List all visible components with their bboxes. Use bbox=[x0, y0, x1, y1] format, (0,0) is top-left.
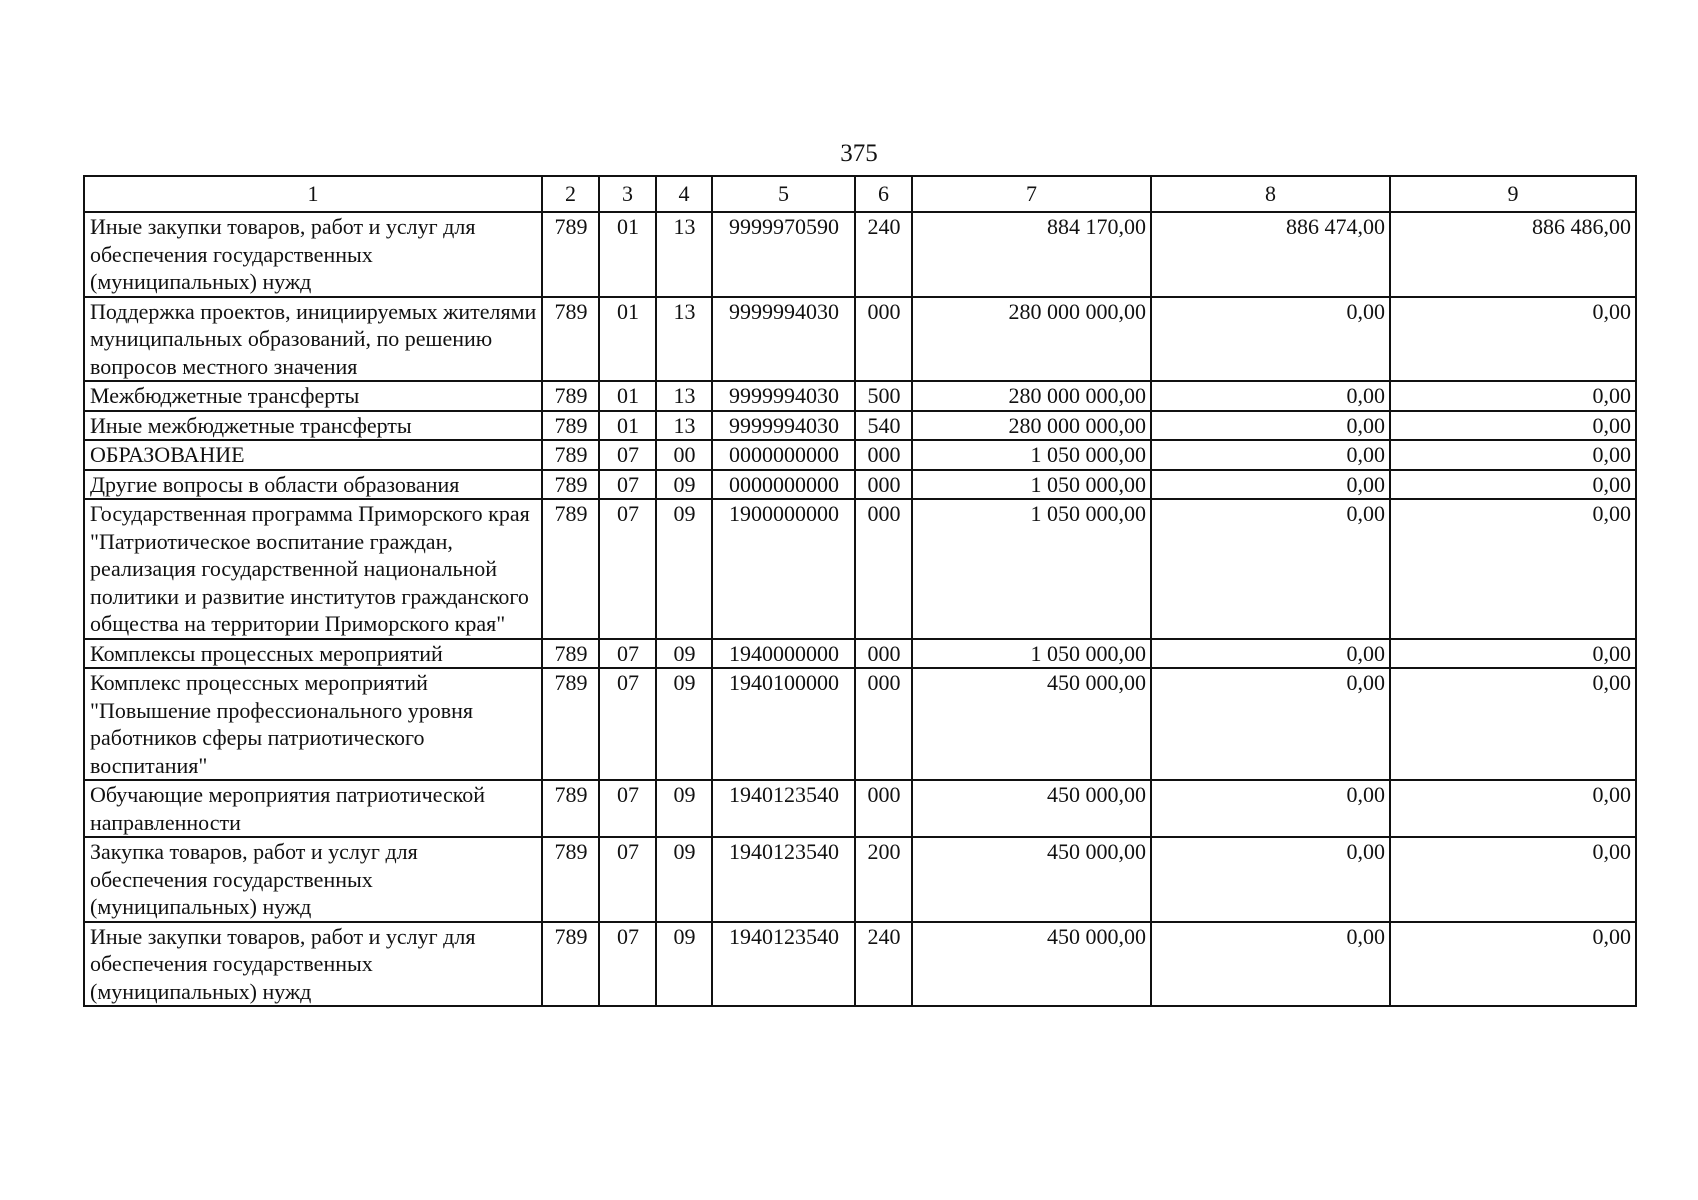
target-article-code: 1940100000 bbox=[712, 668, 855, 780]
amount-col7: 450 000,00 bbox=[912, 780, 1151, 837]
row-name: Закупка товаров, работ и услуг для обеспечения государственных (муниципальных) нужд bbox=[84, 837, 542, 922]
amount-col8: 886 474,00 bbox=[1151, 212, 1390, 297]
subsection-code: 09 bbox=[656, 499, 712, 639]
ministry-code: 789 bbox=[542, 381, 599, 411]
amount-col8: 0,00 bbox=[1151, 780, 1390, 837]
table-row bbox=[84, 922, 1636, 1007]
target-article-code: 0000000000 bbox=[712, 470, 855, 500]
section-code: 07 bbox=[599, 440, 656, 470]
amount-col9: 0,00 bbox=[1390, 837, 1636, 922]
row-name: Иные закупки товаров, работ и услуг для обеспечения государственных (муниципальных) нужд bbox=[84, 922, 542, 1007]
column-header: 9 bbox=[1390, 176, 1636, 212]
ministry-code: 789 bbox=[542, 922, 599, 1007]
subsection-code: 09 bbox=[656, 922, 712, 1007]
target-article-code: 1900000000 bbox=[712, 499, 855, 639]
amount-col8: 0,00 bbox=[1151, 668, 1390, 780]
ministry-code: 789 bbox=[542, 297, 599, 382]
expense-type-code: 540 bbox=[855, 411, 912, 441]
row-name: Другие вопросы в области образования bbox=[84, 470, 542, 500]
subsection-code: 09 bbox=[656, 639, 712, 669]
subsection-code: 09 bbox=[656, 668, 712, 780]
section-code: 01 bbox=[599, 381, 656, 411]
section-code: 07 bbox=[599, 470, 656, 500]
budget-table bbox=[83, 175, 1637, 1007]
row-name: Комплексы процессных мероприятий bbox=[84, 639, 542, 669]
target-article-code: 1940123540 bbox=[712, 837, 855, 922]
subsection-code: 13 bbox=[656, 381, 712, 411]
amount-col7: 280 000 000,00 bbox=[912, 411, 1151, 441]
ministry-code: 789 bbox=[542, 440, 599, 470]
expense-type-code: 240 bbox=[855, 212, 912, 297]
target-article-code: 9999994030 bbox=[712, 411, 855, 441]
target-article-code: 1940123540 bbox=[712, 922, 855, 1007]
amount-col9: 0,00 bbox=[1390, 440, 1636, 470]
column-header: 3 bbox=[599, 176, 656, 212]
subsection-code: 09 bbox=[656, 470, 712, 500]
table-row bbox=[84, 499, 1636, 639]
table-row bbox=[84, 837, 1636, 922]
section-code: 07 bbox=[599, 668, 656, 780]
column-header: 2 bbox=[542, 176, 599, 212]
amount-col9: 0,00 bbox=[1390, 922, 1636, 1007]
amount-col9: 0,00 bbox=[1390, 470, 1636, 500]
section-code: 07 bbox=[599, 922, 656, 1007]
column-header: 6 bbox=[855, 176, 912, 212]
page-number: 375 bbox=[840, 140, 878, 167]
amount-col7: 280 000 000,00 bbox=[912, 381, 1151, 411]
ministry-code: 789 bbox=[542, 499, 599, 639]
subsection-code: 13 bbox=[656, 297, 712, 382]
target-article-code: 1940000000 bbox=[712, 639, 855, 669]
ministry-code: 789 bbox=[542, 411, 599, 441]
amount-col9: 0,00 bbox=[1390, 411, 1636, 441]
subsection-code: 13 bbox=[656, 212, 712, 297]
section-code: 01 bbox=[599, 411, 656, 441]
column-header: 5 bbox=[712, 176, 855, 212]
ministry-code: 789 bbox=[542, 837, 599, 922]
amount-col7: 280 000 000,00 bbox=[912, 297, 1151, 382]
table-row bbox=[84, 639, 1636, 669]
amount-col8: 0,00 bbox=[1151, 411, 1390, 441]
amount-col7: 450 000,00 bbox=[912, 668, 1151, 780]
row-name: Иные межбюджетные трансферты bbox=[84, 411, 542, 441]
amount-col9: 0,00 bbox=[1390, 780, 1636, 837]
amount-col8: 0,00 bbox=[1151, 837, 1390, 922]
expense-type-code: 000 bbox=[855, 780, 912, 837]
ministry-code: 789 bbox=[542, 212, 599, 297]
table-row bbox=[84, 297, 1636, 382]
column-header: 8 bbox=[1151, 176, 1390, 212]
amount-col8: 0,00 bbox=[1151, 499, 1390, 639]
target-article-code: 0000000000 bbox=[712, 440, 855, 470]
amount-col8: 0,00 bbox=[1151, 639, 1390, 669]
table-row bbox=[84, 668, 1636, 780]
amount-col7: 1 050 000,00 bbox=[912, 470, 1151, 500]
row-name: Иные закупки товаров, работ и услуг для обеспечения государственных (муниципальных) нужд bbox=[84, 212, 542, 297]
amount-col8: 0,00 bbox=[1151, 922, 1390, 1007]
section-code: 07 bbox=[599, 837, 656, 922]
section-code: 01 bbox=[599, 297, 656, 382]
amount-col8: 0,00 bbox=[1151, 440, 1390, 470]
expense-type-code: 000 bbox=[855, 297, 912, 382]
section-code: 07 bbox=[599, 780, 656, 837]
row-name: Обучающие мероприятия патриотической направленности bbox=[84, 780, 542, 837]
amount-col7: 884 170,00 bbox=[912, 212, 1151, 297]
amount-col9: 0,00 bbox=[1390, 668, 1636, 780]
table-row bbox=[84, 470, 1636, 500]
expense-type-code: 000 bbox=[855, 470, 912, 500]
column-header: 4 bbox=[656, 176, 712, 212]
ministry-code: 789 bbox=[542, 780, 599, 837]
ministry-code: 789 bbox=[542, 470, 599, 500]
ministry-code: 789 bbox=[542, 668, 599, 780]
row-name: Поддержка проектов, инициируемых жителями муниципальных образований, по решению вопросов местного значения bbox=[84, 297, 542, 382]
expense-type-code: 500 bbox=[855, 381, 912, 411]
section-code: 01 bbox=[599, 212, 656, 297]
expense-type-code: 000 bbox=[855, 668, 912, 780]
table-row bbox=[84, 212, 1636, 297]
amount-col9: 0,00 bbox=[1390, 297, 1636, 382]
subsection-code: 00 bbox=[656, 440, 712, 470]
row-name: ОБРАЗОВАНИЕ bbox=[84, 440, 542, 470]
amount-col9: 0,00 bbox=[1390, 381, 1636, 411]
expense-type-code: 240 bbox=[855, 922, 912, 1007]
target-article-code: 9999970590 bbox=[712, 212, 855, 297]
table-row bbox=[84, 381, 1636, 411]
ministry-code: 789 bbox=[542, 639, 599, 669]
section-code: 07 bbox=[599, 499, 656, 639]
amount-col9: 0,00 bbox=[1390, 499, 1636, 639]
row-name: Комплекс процессных мероприятий "Повышение профессионального уровня работников сферы патриотического воспитания" bbox=[84, 668, 542, 780]
subsection-code: 09 bbox=[656, 780, 712, 837]
expense-type-code: 000 bbox=[855, 639, 912, 669]
subsection-code: 13 bbox=[656, 411, 712, 441]
header-row bbox=[84, 176, 1636, 212]
target-article-code: 1940123540 bbox=[712, 780, 855, 837]
row-name: Государственная программа Приморского края "Патриотическое воспитание граждан, реализация государственной национальной политики и развитие институтов гражданского общества на территории Приморского края" bbox=[84, 499, 542, 639]
amount-col7: 1 050 000,00 bbox=[912, 440, 1151, 470]
column-header: 7 bbox=[912, 176, 1151, 212]
target-article-code: 9999994030 bbox=[712, 381, 855, 411]
row-name: Межбюджетные трансферты bbox=[84, 381, 542, 411]
amount-col8: 0,00 bbox=[1151, 381, 1390, 411]
section-code: 07 bbox=[599, 639, 656, 669]
target-article-code: 9999994030 bbox=[712, 297, 855, 382]
amount-col9: 0,00 bbox=[1390, 639, 1636, 669]
table-row bbox=[84, 411, 1636, 441]
amount-col7: 450 000,00 bbox=[912, 837, 1151, 922]
expense-type-code: 000 bbox=[855, 499, 912, 639]
table-row bbox=[84, 780, 1636, 837]
table-row bbox=[84, 440, 1636, 470]
column-header: 1 bbox=[84, 176, 542, 212]
amount-col8: 0,00 bbox=[1151, 470, 1390, 500]
expense-type-code: 000 bbox=[855, 440, 912, 470]
amount-col7: 1 050 000,00 bbox=[912, 499, 1151, 639]
amount-col7: 1 050 000,00 bbox=[912, 639, 1151, 669]
subsection-code: 09 bbox=[656, 837, 712, 922]
amount-col8: 0,00 bbox=[1151, 297, 1390, 382]
amount-col7: 450 000,00 bbox=[912, 922, 1151, 1007]
expense-type-code: 200 bbox=[855, 837, 912, 922]
amount-col9: 886 486,00 bbox=[1390, 212, 1636, 297]
